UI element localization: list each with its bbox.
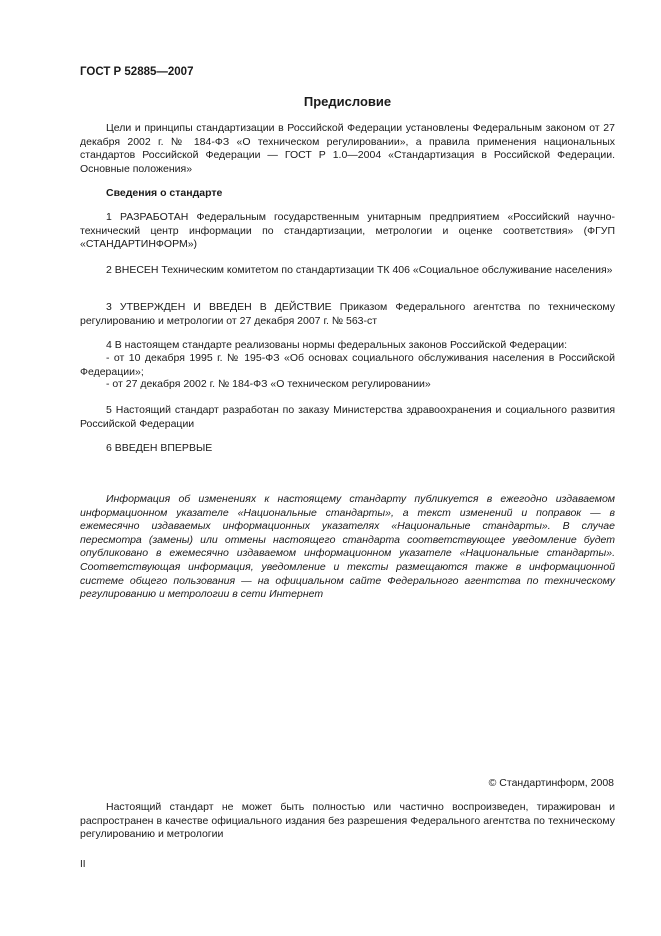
item-4-law-2: - от 27 декабря 2002 г. № 184-ФЗ «О техническом регулировании» <box>106 378 431 390</box>
item-6: 6 ВВЕДЕН ВПЕРВЫЕ <box>106 442 213 454</box>
intro-paragraph: Цели и принципы стандартизации в Российской Федерации установлены Федеральным законом от 27 декабря 2002 г. № 184-ФЗ «О техническом регулировании», а правила применения национальных стандартов Российской Федерации — ГОСТ Р 1.0—2004 «Стандартизация в Российской Федерации. Основные положения» <box>80 122 615 175</box>
page-number: II <box>80 859 86 870</box>
changes-info-notice: Информация об изменениях к настоящему стандарту публикуется в ежегодно издаваемом информационном указателе «Национальные стандарты», а текст изменений и поправок — в ежемесячно издаваемых информационных указателях «Национальные стандарты». В случае пересмотра (замены) или отмены настоящего стандарта соответствующее уведомление будет опубликовано в ежемесячно издаваемом информационном указателе «Национальные стандарты». Соответствующая информация, уведомление и тексты размещаются также в информационной системе общего пользования — на официальном сайте Федерального агентства по техническому регулированию и метрологии в сети Интернет <box>80 493 615 601</box>
section-subheading: Сведения о стандарте <box>106 187 223 199</box>
gost-number-header: ГОСТ Р 52885—2007 <box>80 66 194 78</box>
item-4: 4 В настоящем стандарте реализованы нормы федеральных законов Российской Федерации: <box>106 339 568 351</box>
page-title: Предисловие <box>303 94 392 109</box>
item-1: 1 РАЗРАБОТАН Федеральным государственным унитарным предприятием «Российский научно-технический центр информации по стандартизации, метрологии и оценке соответствия» (ФГУП «СТАНДАРТИНФОРМ») <box>80 211 615 251</box>
copyright-line: © Стандартинформ, 2008 <box>488 777 614 789</box>
item-3: 3 УТВЕРЖДЕН И ВВЕДЕН В ДЕЙСТВИЕ Приказом Федерального агентства по техническому регулированию и метрологии от 27 декабря 2007 г. № 563-ст <box>80 301 615 327</box>
item-5: 5 Настоящий стандарт разработан по заказу Министерства здравоохранения и социального развития Российской Федерации <box>80 404 615 430</box>
item-2: 2 ВНЕСЕН Техническим комитетом по стандартизации ТК 406 «Социальное обслуживание населения» <box>106 264 613 276</box>
item-4-law-1: - от 10 декабря 1995 г. № 195-ФЗ «Об основах социального обслуживания населения в Российской Федерации»; <box>80 352 615 378</box>
reproduction-notice: Настоящий стандарт не может быть полностью или частично воспроизведен, тиражирован и распространен в качестве официального издания без разрешения Федерального агентства по техническому регулированию и метрологии <box>80 801 615 841</box>
